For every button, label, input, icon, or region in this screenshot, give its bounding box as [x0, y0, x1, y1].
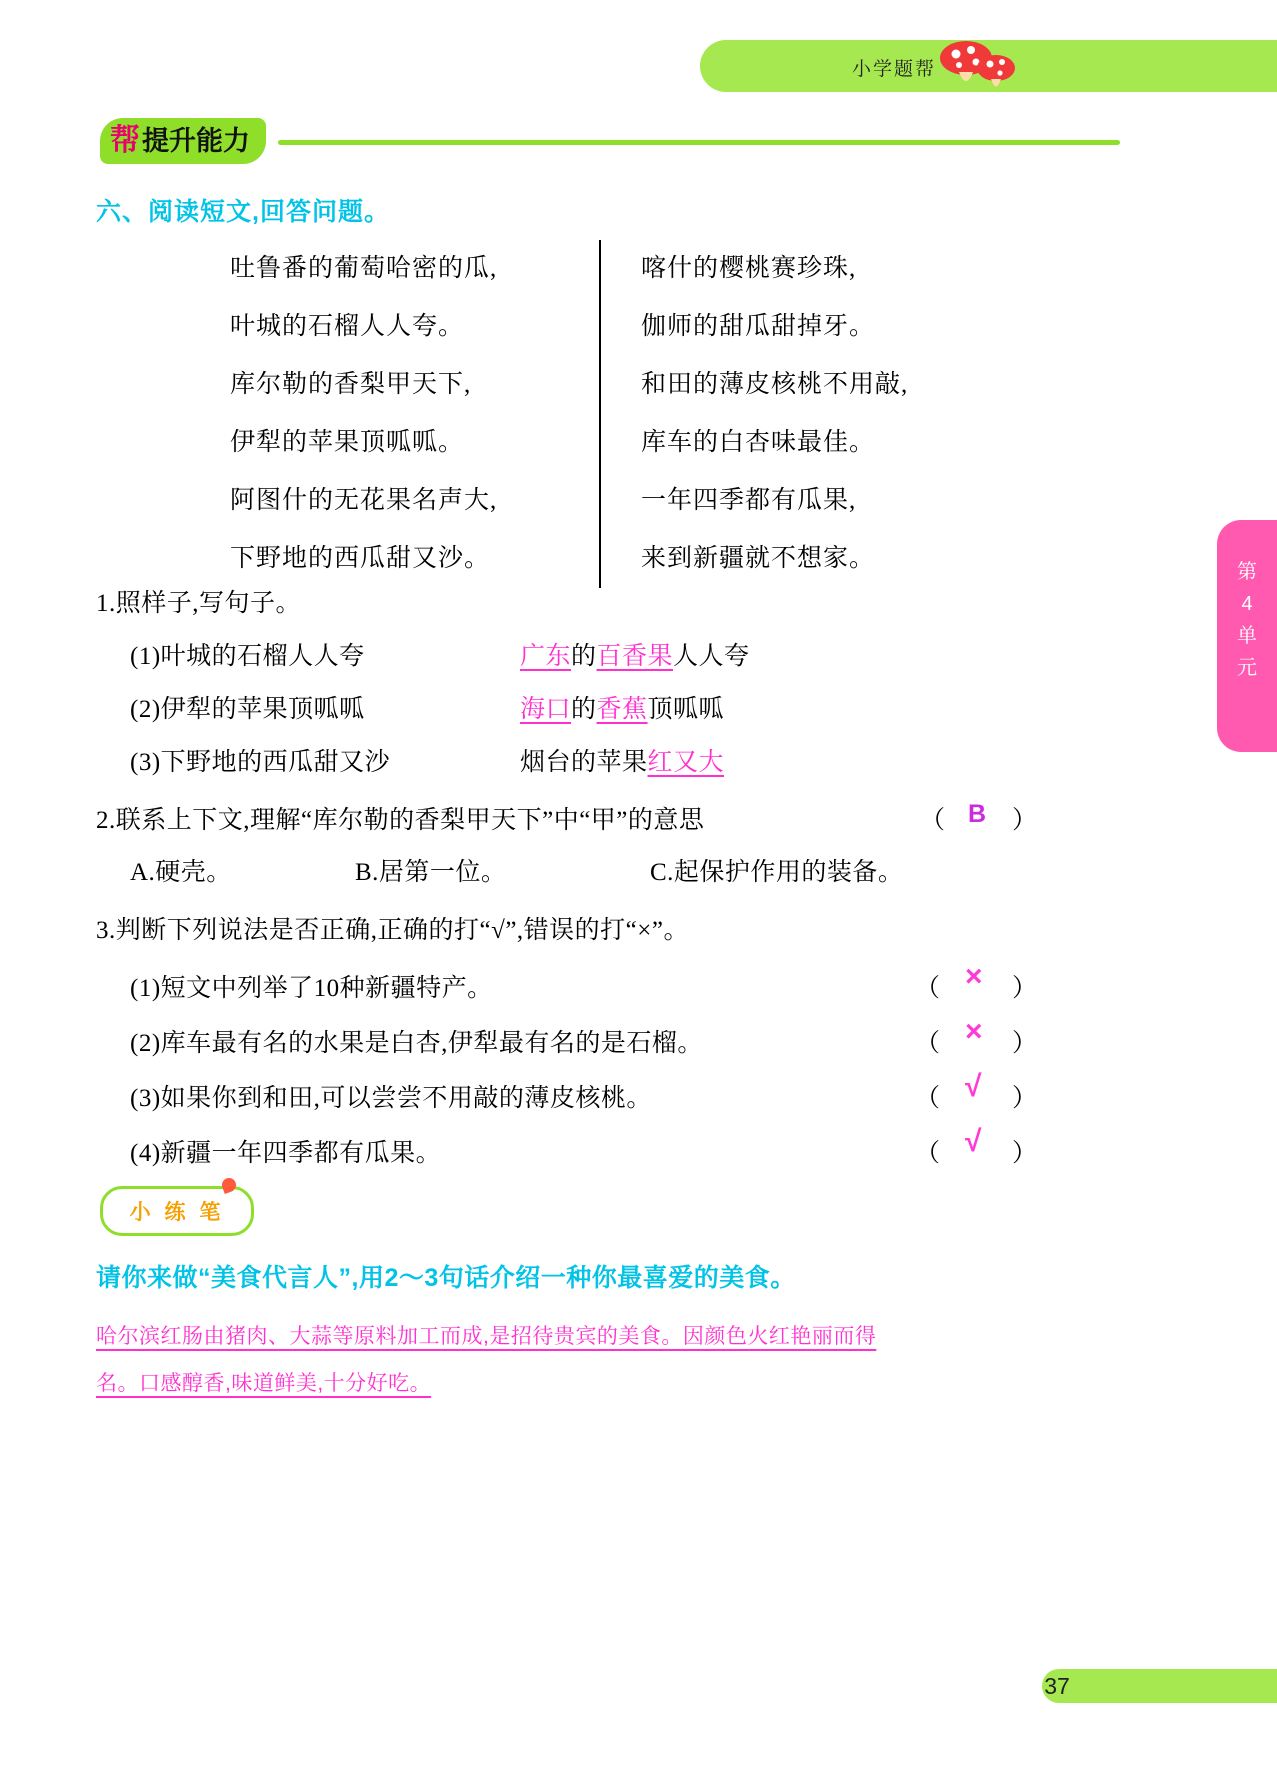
practice-prompt: 请你来做“美食代言人”,用2～3句话介绍一种你最喜爱的美食。 [96, 1264, 796, 1292]
item-1-sub-1 [130, 636, 365, 672]
section-badge-text: 提升能力 [142, 125, 250, 156]
item-1 [96, 583, 1096, 619]
judgement-3-bracket: （ [915, 1085, 941, 1112]
poem-line: 伽师的甜瓜甜掉牙。 [641, 313, 876, 340]
answer-fill: 红又大 [647, 749, 725, 776]
answer-static: 的 [571, 696, 597, 723]
judgement-1-bracket-close: ） [1012, 975, 1038, 1002]
judgement-2-bracket-close: ） [1012, 1030, 1038, 1057]
judgement-3-mark [965, 1070, 981, 1104]
poem-line: 叶城的石榴人人夸。 [230, 313, 465, 340]
poem-block [210, 240, 990, 588]
poem-column-right [601, 240, 990, 588]
section-badge-mark: 帮 [110, 124, 140, 157]
answer-fill: 香蕉 [596, 696, 648, 723]
item-1-sub-3-answer [520, 742, 724, 778]
answer-fill: 海口 [520, 696, 572, 723]
header-title: 小学题帮 [852, 59, 937, 80]
judgement-2-bracket: （ [915, 1030, 941, 1057]
judgement-4-bracket-close: ） [1012, 1140, 1038, 1167]
item-1-sub-1-answer [520, 636, 750, 672]
section-badge [100, 118, 266, 164]
item-2-option-a: A.硬壳。 [130, 859, 232, 886]
unit-side-tab-label: 第 4 单 元 [1237, 561, 1257, 679]
answer-static: 烟台的苹果 [520, 749, 648, 776]
item-2 [96, 800, 1096, 836]
practice-answer-line: 名。口感醇香,味道鲜美,十分好吃。 [96, 1372, 432, 1395]
answer-fill: 百香果 [596, 643, 674, 670]
judgement-4-bracket: （ [915, 1140, 941, 1167]
poem-line: 一年四季都有瓜果, [641, 487, 857, 514]
poem-column-left [210, 240, 601, 588]
item-2-answer-bracket-close: ） [1012, 807, 1038, 834]
item-2-option-b: B.居第一位。 [355, 859, 507, 886]
judgement-1-bracket: （ [915, 975, 941, 1002]
judgement-1-mark [965, 960, 983, 994]
item-3-number: 3. [96, 917, 116, 944]
item-2-answer [968, 800, 986, 829]
item-1-sub-3 [130, 742, 390, 778]
answer-static: 顶呱呱 [647, 696, 725, 723]
practice-answer-line: 哈尔滨红肠由猪肉、大蒜等原料加工而成,是招待贵宾的美食。因颜色火红艳丽而得 [96, 1325, 877, 1348]
item-1-sub-1-label: (1)叶城的石榴人人夸 [130, 643, 365, 670]
judgement-mark-glyph: × [965, 960, 983, 993]
item-2-answer-bracket: （ [920, 807, 946, 834]
judgement-mark-glyph: × [965, 1015, 983, 1048]
mushroom-icon [938, 36, 1018, 98]
question6-title: 六、阅读短文,回答问题。 [96, 198, 390, 226]
section-rule [278, 140, 1120, 145]
answer-static: 的 [571, 643, 597, 670]
poem-line: 伊犁的苹果顶呱呱。 [230, 429, 465, 456]
unit-side-tab [1217, 520, 1277, 752]
poem-line: 吐鲁番的葡萄哈密的瓜, [230, 255, 498, 282]
item-1-number: 1. [96, 590, 116, 617]
item-2-text: 联系上下文,理解“库尔勒的香梨甲天下”中“甲”的意思 [115, 807, 705, 834]
answer-fill: 广东 [520, 643, 572, 670]
judgement-2-mark [965, 1015, 983, 1049]
poem-line: 和田的薄皮核桃不用敲, [641, 371, 909, 398]
page-number: 37 [1044, 1673, 1070, 1699]
poem-line: 库尔勒的香梨甲天下, [230, 371, 472, 398]
poem-line: 下野地的西瓜甜又沙。 [230, 545, 491, 572]
poem-line: 阿图什的无花果名声大, [230, 487, 498, 514]
poem-line: 库车的白杏味最佳。 [641, 429, 876, 456]
practice-badge [100, 1186, 254, 1236]
item-2-number: 2. [96, 807, 116, 834]
item-2-answer-letter: B [968, 800, 987, 828]
item-1-text: 照样子,写句子。 [115, 590, 302, 617]
item-3-text: 判断下列说法是否正确,正确的打“√”,错误的打“×”。 [115, 917, 689, 944]
judgement-4-mark [965, 1125, 981, 1159]
answer-static: 人人夸 [673, 643, 750, 670]
judgement-mark-glyph: √ [965, 1125, 982, 1158]
item-1-sub-2-label: (2)伊犁的苹果顶呱呱 [130, 696, 365, 723]
section-header [100, 118, 1120, 164]
practice-badge-label: 小 练 笔 [129, 1201, 225, 1224]
judgement-2: (2)库车最有名的水果是白杏,伊犁最有名的是石榴。 [130, 1030, 703, 1057]
item-3 [96, 910, 1096, 946]
item-1-sub-2 [130, 689, 365, 725]
poem-line: 来到新疆就不想家。 [641, 545, 876, 572]
item-2-option-c: C.起保护作用的装备。 [650, 859, 904, 886]
judgement-1: (1)短文中列举了10种新疆特产。 [130, 975, 493, 1002]
judgement-3: (3)如果你到和田,可以尝尝不用敲的薄皮核桃。 [130, 1085, 652, 1112]
judgement-4: (4)新疆一年四季都有瓜果。 [130, 1140, 442, 1167]
item-1-sub-3-label: (3)下野地的西瓜甜又沙 [130, 749, 391, 776]
item-1-sub-2-answer [520, 689, 724, 725]
judgement-3-bracket-close: ） [1012, 1085, 1038, 1112]
poem-line: 喀什的樱桃赛珍珠, [641, 255, 857, 282]
judgement-mark-glyph: √ [965, 1070, 982, 1103]
